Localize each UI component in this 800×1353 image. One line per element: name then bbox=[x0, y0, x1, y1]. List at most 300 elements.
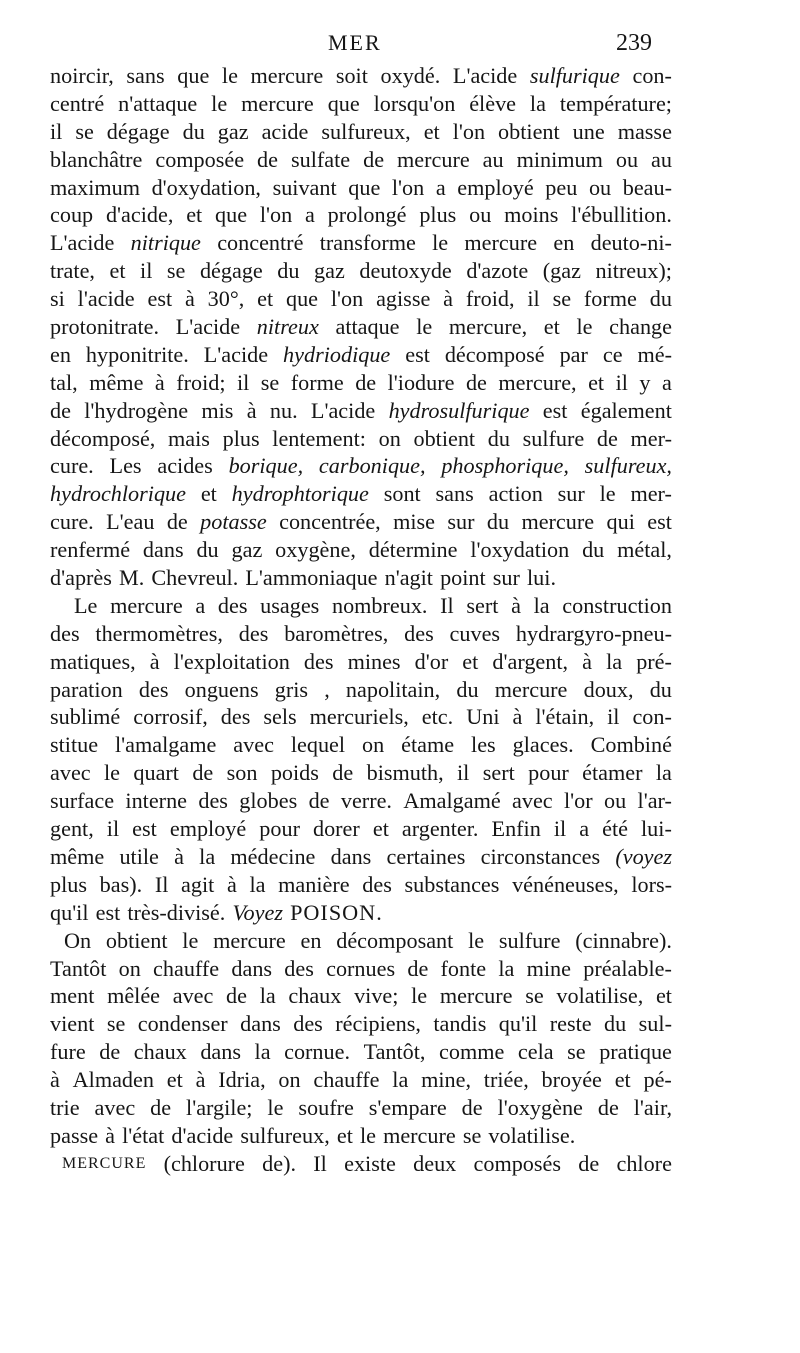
word: acides bbox=[157, 453, 213, 479]
text-line bbox=[50, 787, 672, 815]
word: Le bbox=[74, 592, 98, 618]
word: lui. bbox=[527, 565, 556, 591]
word: mêlée bbox=[107, 983, 161, 1009]
word: Il bbox=[313, 1150, 327, 1176]
word: oxydé. bbox=[380, 63, 441, 88]
word: par bbox=[559, 341, 588, 367]
word: argenter. bbox=[401, 816, 479, 842]
word: lequel bbox=[290, 732, 346, 758]
text-line bbox=[50, 397, 672, 425]
word: napolitain, bbox=[345, 676, 441, 702]
word: le bbox=[576, 314, 593, 340]
word: très-divisé. bbox=[127, 899, 226, 925]
word: deutoxyde bbox=[359, 258, 452, 284]
word: avec bbox=[172, 983, 214, 1009]
word: (voyez bbox=[615, 843, 672, 869]
word: que bbox=[327, 90, 360, 116]
word: construction bbox=[562, 592, 672, 618]
word: lui- bbox=[641, 816, 672, 842]
word: de bbox=[461, 1094, 483, 1120]
word: du bbox=[456, 676, 479, 702]
word: beau- bbox=[622, 174, 672, 200]
word: avec bbox=[512, 788, 553, 814]
word: phosphorique, bbox=[441, 453, 569, 479]
word: soit bbox=[335, 63, 368, 88]
word: du bbox=[582, 537, 605, 563]
word: l'état bbox=[122, 1122, 165, 1148]
word: d'argent, bbox=[492, 648, 569, 674]
word: centré bbox=[50, 90, 105, 116]
word: Combiné bbox=[590, 732, 672, 758]
word: décomposé, bbox=[50, 425, 156, 451]
word: l'ar- bbox=[637, 788, 672, 814]
word: des bbox=[362, 871, 392, 897]
word: dans bbox=[231, 955, 273, 981]
word: du bbox=[196, 537, 219, 563]
text-line bbox=[50, 174, 672, 202]
word: obtient bbox=[105, 927, 168, 953]
word: l'iodure bbox=[387, 369, 455, 395]
word: la bbox=[655, 760, 672, 786]
word: obtient bbox=[498, 118, 560, 144]
word: transforme bbox=[319, 230, 416, 256]
word: de bbox=[226, 983, 247, 1009]
word: des bbox=[238, 620, 269, 646]
word: et bbox=[462, 648, 479, 674]
word: sublimé bbox=[50, 704, 121, 730]
word: dans bbox=[330, 843, 372, 869]
word: mer- bbox=[630, 481, 672, 507]
text-line bbox=[50, 341, 672, 369]
text-line bbox=[50, 759, 672, 787]
word: même bbox=[89, 369, 144, 395]
word: se bbox=[552, 286, 572, 312]
word: Uni bbox=[466, 704, 500, 730]
word: mercure bbox=[250, 63, 324, 88]
word: Idria, bbox=[218, 1067, 266, 1093]
word: qui bbox=[606, 509, 635, 535]
word: a bbox=[305, 202, 315, 228]
word: sans bbox=[435, 481, 474, 507]
word: l'on bbox=[330, 286, 364, 312]
word: deux bbox=[413, 1150, 457, 1176]
text-line bbox=[50, 871, 672, 899]
word: prolongé bbox=[327, 202, 407, 228]
word: médecine bbox=[230, 843, 316, 869]
word: pratique bbox=[599, 1039, 672, 1065]
word: mais bbox=[168, 425, 210, 451]
word: onguens bbox=[184, 676, 259, 702]
word: on bbox=[362, 732, 385, 758]
word: L'acide bbox=[203, 341, 269, 367]
word: obtient bbox=[413, 425, 476, 451]
word: Tantôt, bbox=[363, 1039, 426, 1065]
word: d'acide bbox=[171, 1122, 234, 1148]
word: trie bbox=[50, 1094, 80, 1120]
word: l'ébullition. bbox=[571, 202, 672, 228]
word: baromètres, bbox=[284, 620, 389, 646]
word: qu'il bbox=[498, 1011, 538, 1037]
word: L'acide bbox=[310, 397, 376, 423]
word: il bbox=[457, 760, 470, 786]
word: que bbox=[215, 202, 248, 228]
text-line bbox=[50, 564, 672, 592]
word: gent, bbox=[50, 816, 94, 842]
word: volatilise, bbox=[556, 983, 644, 1009]
word: détermine bbox=[368, 537, 458, 563]
word: substances bbox=[404, 871, 500, 897]
word: employé bbox=[169, 816, 247, 842]
word: l'on bbox=[452, 118, 486, 144]
word: se bbox=[75, 118, 94, 144]
word: hydrargyro-pneu- bbox=[515, 620, 672, 646]
text-line bbox=[50, 285, 672, 313]
word: matiques, bbox=[50, 648, 136, 674]
word: L'acide bbox=[452, 63, 518, 88]
word: Almaden bbox=[72, 1067, 154, 1093]
word: dégage bbox=[106, 118, 170, 144]
text-line bbox=[50, 369, 672, 397]
word: récipiens, bbox=[335, 1011, 421, 1037]
word: passe bbox=[50, 1122, 99, 1148]
word: on bbox=[378, 425, 401, 451]
word: agit bbox=[181, 871, 215, 897]
word: il bbox=[527, 286, 540, 312]
word: de bbox=[308, 788, 330, 814]
word: et bbox=[588, 369, 605, 395]
word: en bbox=[553, 230, 575, 256]
word: fonte bbox=[440, 955, 487, 981]
word: tal, bbox=[50, 369, 78, 395]
word: l'oxygène bbox=[497, 1094, 583, 1120]
word: L'acide bbox=[175, 314, 241, 340]
word: sulfure bbox=[522, 425, 585, 451]
word: certaines bbox=[386, 843, 466, 869]
word: se bbox=[462, 1122, 482, 1148]
word: la bbox=[529, 90, 546, 116]
word: étame bbox=[401, 732, 455, 758]
word: circonstances bbox=[480, 843, 601, 869]
word: cuves bbox=[449, 620, 501, 646]
word: surface bbox=[50, 788, 115, 814]
word: et bbox=[423, 118, 440, 144]
word: également bbox=[580, 397, 672, 423]
word: si bbox=[50, 286, 65, 312]
word: il bbox=[50, 118, 63, 144]
text-line bbox=[50, 955, 672, 983]
word: sur bbox=[492, 565, 520, 591]
word: point bbox=[440, 565, 486, 591]
word: se bbox=[260, 369, 280, 395]
word: son bbox=[226, 760, 258, 786]
word: s'empare bbox=[368, 1094, 447, 1120]
word: gaz bbox=[231, 537, 263, 563]
text-line bbox=[50, 313, 672, 341]
word: des bbox=[217, 592, 248, 618]
word: mercure bbox=[397, 146, 470, 172]
word: Voyez bbox=[232, 899, 283, 925]
word: nitreux bbox=[256, 314, 319, 340]
word: élève bbox=[469, 90, 517, 116]
word: sert bbox=[482, 760, 515, 786]
word: vient bbox=[50, 1011, 95, 1037]
word: décomposant bbox=[336, 927, 454, 953]
word: l'hydrogène bbox=[84, 397, 189, 423]
word: utile bbox=[119, 843, 159, 869]
word: blanchâtre bbox=[50, 146, 143, 172]
word: se bbox=[567, 1039, 586, 1065]
text-line bbox=[50, 815, 672, 843]
text-line bbox=[50, 843, 672, 871]
word: sur bbox=[557, 481, 585, 507]
word: cela bbox=[517, 1039, 554, 1065]
word: de bbox=[332, 760, 354, 786]
word: que bbox=[177, 63, 210, 88]
word: le bbox=[432, 230, 449, 256]
text-line bbox=[50, 1150, 672, 1178]
word: cornue. bbox=[284, 1039, 351, 1065]
word: se bbox=[525, 983, 544, 1009]
word: bas). bbox=[99, 871, 143, 897]
text-line bbox=[50, 982, 672, 1010]
word: et bbox=[109, 258, 126, 284]
word: concentré bbox=[217, 230, 304, 256]
word: la bbox=[606, 648, 623, 674]
word: Amalgamé bbox=[403, 788, 501, 814]
word: comme bbox=[439, 1039, 505, 1065]
word: à bbox=[174, 843, 184, 869]
word: le bbox=[359, 1122, 376, 1148]
word: à bbox=[443, 286, 454, 312]
word: se bbox=[106, 1011, 126, 1037]
word: de bbox=[166, 509, 188, 535]
word: à bbox=[154, 369, 165, 395]
word: de bbox=[192, 760, 214, 786]
word: ou bbox=[588, 174, 612, 200]
word: est bbox=[147, 286, 173, 312]
word: et bbox=[336, 1122, 353, 1148]
word: vive; bbox=[354, 983, 399, 1009]
word: de bbox=[355, 369, 377, 395]
word: nitrique bbox=[130, 230, 201, 256]
word: glaces. bbox=[512, 732, 574, 758]
word: de bbox=[50, 397, 71, 423]
word: de bbox=[257, 146, 278, 172]
word: deuto-ni- bbox=[590, 230, 672, 256]
word: forme bbox=[583, 286, 637, 312]
word: mis bbox=[201, 397, 234, 423]
word: gaz bbox=[217, 118, 249, 144]
text-line bbox=[50, 676, 672, 704]
word: le bbox=[211, 90, 228, 116]
word: a bbox=[195, 592, 206, 618]
word: mer- bbox=[630, 425, 672, 451]
text-line bbox=[50, 480, 672, 508]
word: Il bbox=[154, 871, 169, 897]
word: volatilise. bbox=[488, 1122, 576, 1148]
word: Enfin bbox=[491, 816, 541, 842]
word: à bbox=[184, 286, 195, 312]
word: ou bbox=[615, 146, 639, 172]
word: l'exploitation bbox=[173, 648, 290, 674]
word: décomposé bbox=[444, 341, 545, 367]
word: des bbox=[50, 620, 80, 646]
word: Les bbox=[109, 453, 142, 479]
word: au bbox=[651, 146, 672, 172]
word: cornues bbox=[326, 955, 396, 981]
word: avec bbox=[233, 732, 274, 758]
word: usages bbox=[260, 592, 320, 618]
text-line bbox=[50, 927, 672, 955]
word: mercure, bbox=[448, 314, 528, 340]
word: la bbox=[259, 983, 276, 1009]
word: du bbox=[182, 118, 205, 144]
word: la bbox=[392, 1067, 409, 1093]
word: oxygène, bbox=[275, 537, 356, 563]
word: que bbox=[285, 286, 319, 312]
word: a bbox=[579, 816, 590, 842]
word: en bbox=[300, 927, 322, 953]
word: acide bbox=[261, 118, 309, 144]
word: chauffe bbox=[153, 955, 220, 981]
word: (cinnabre). bbox=[575, 927, 672, 953]
word: du bbox=[277, 258, 300, 284]
word: dans bbox=[200, 1039, 241, 1065]
word: et bbox=[655, 983, 672, 1009]
word: carbonique, bbox=[318, 453, 426, 479]
word: globes bbox=[239, 788, 298, 814]
word: pré- bbox=[636, 648, 672, 674]
word: MERCURE bbox=[62, 1154, 147, 1172]
word: minimum bbox=[516, 146, 603, 172]
word: manière bbox=[278, 871, 350, 897]
word: des bbox=[220, 704, 251, 730]
text-line bbox=[50, 62, 672, 90]
word: , bbox=[324, 676, 330, 702]
word: à bbox=[195, 1067, 206, 1093]
word: d'azote bbox=[466, 258, 529, 284]
word: mines bbox=[347, 648, 401, 674]
text-line bbox=[50, 425, 672, 453]
word: la bbox=[254, 1039, 271, 1065]
text-line bbox=[50, 257, 672, 285]
word: est bbox=[132, 816, 157, 842]
word: à bbox=[105, 1122, 116, 1148]
word: à bbox=[246, 397, 257, 423]
word: hydrosulfurique bbox=[388, 397, 530, 423]
word: que bbox=[348, 174, 381, 200]
word: Chevreul. bbox=[151, 565, 239, 591]
word: la bbox=[533, 592, 550, 618]
word: l'étain, bbox=[535, 704, 595, 730]
word: est bbox=[542, 397, 568, 423]
word: sulfureux, bbox=[240, 1122, 330, 1148]
word: L'ammoniaque bbox=[245, 565, 378, 591]
word: est bbox=[405, 341, 430, 367]
word: gaz bbox=[314, 258, 345, 284]
word: on bbox=[278, 1067, 301, 1093]
word: et bbox=[543, 314, 560, 340]
word: sul- bbox=[638, 1011, 672, 1037]
word: il bbox=[140, 258, 153, 284]
word: et bbox=[186, 202, 203, 228]
word: quart bbox=[133, 760, 179, 786]
word: sulfurique bbox=[529, 63, 620, 88]
word: température; bbox=[559, 90, 672, 116]
word: à bbox=[50, 1067, 60, 1093]
word: préalable- bbox=[583, 955, 672, 981]
word: POISON. bbox=[290, 899, 383, 925]
word: mercure bbox=[241, 90, 314, 116]
word: la bbox=[249, 871, 266, 897]
word: potasse bbox=[200, 509, 267, 535]
text-line bbox=[50, 1122, 672, 1150]
word: d'oxydation, bbox=[151, 174, 261, 200]
word: (gaz bbox=[542, 258, 581, 284]
word: de bbox=[150, 1094, 172, 1120]
text-line bbox=[50, 899, 672, 927]
text-line bbox=[50, 1094, 672, 1122]
word: mercure bbox=[213, 927, 286, 953]
word: mercure bbox=[494, 676, 568, 702]
word: existe bbox=[344, 1150, 396, 1176]
word: n'agit bbox=[384, 565, 433, 591]
word: peu bbox=[545, 174, 578, 200]
word: il bbox=[553, 816, 567, 842]
word: L'eau bbox=[106, 509, 155, 535]
word: l'amalgame bbox=[115, 732, 217, 758]
word: a bbox=[661, 369, 672, 395]
word: été bbox=[602, 816, 628, 842]
word: ce bbox=[602, 341, 623, 367]
text-line bbox=[50, 452, 672, 480]
word: lorsqu'on bbox=[373, 90, 456, 116]
page-number: 239 bbox=[616, 30, 652, 56]
word: thermomètres, bbox=[95, 620, 223, 646]
word: sur bbox=[447, 509, 475, 535]
word: plus bbox=[222, 425, 260, 451]
word: qu'il bbox=[50, 899, 89, 925]
word: dans bbox=[142, 537, 184, 563]
word: change bbox=[609, 314, 672, 340]
word: concentrée, bbox=[279, 509, 381, 535]
word: l'or bbox=[564, 788, 593, 814]
word: agisse bbox=[376, 286, 431, 312]
word: et bbox=[200, 481, 217, 507]
word: métal, bbox=[617, 537, 672, 563]
text-line bbox=[50, 118, 672, 146]
word: cure. bbox=[50, 453, 94, 479]
word: l'on bbox=[391, 174, 425, 200]
word: la bbox=[498, 955, 515, 981]
word: pour bbox=[528, 760, 569, 786]
word: noircir, bbox=[50, 63, 114, 88]
word: mine, bbox=[421, 1067, 471, 1093]
word: sert bbox=[466, 592, 499, 618]
word: de bbox=[465, 369, 487, 395]
word: est bbox=[95, 899, 121, 925]
word: plus bbox=[50, 871, 87, 897]
word: l'argile; bbox=[186, 1094, 253, 1120]
word: forme bbox=[290, 369, 344, 395]
word: nitreux); bbox=[595, 258, 672, 284]
word: avec bbox=[50, 760, 91, 786]
word: y bbox=[639, 369, 651, 395]
word: chlore bbox=[616, 1150, 672, 1176]
word: suivant bbox=[272, 174, 337, 200]
word: se bbox=[166, 258, 186, 284]
word: dorer bbox=[312, 816, 360, 842]
